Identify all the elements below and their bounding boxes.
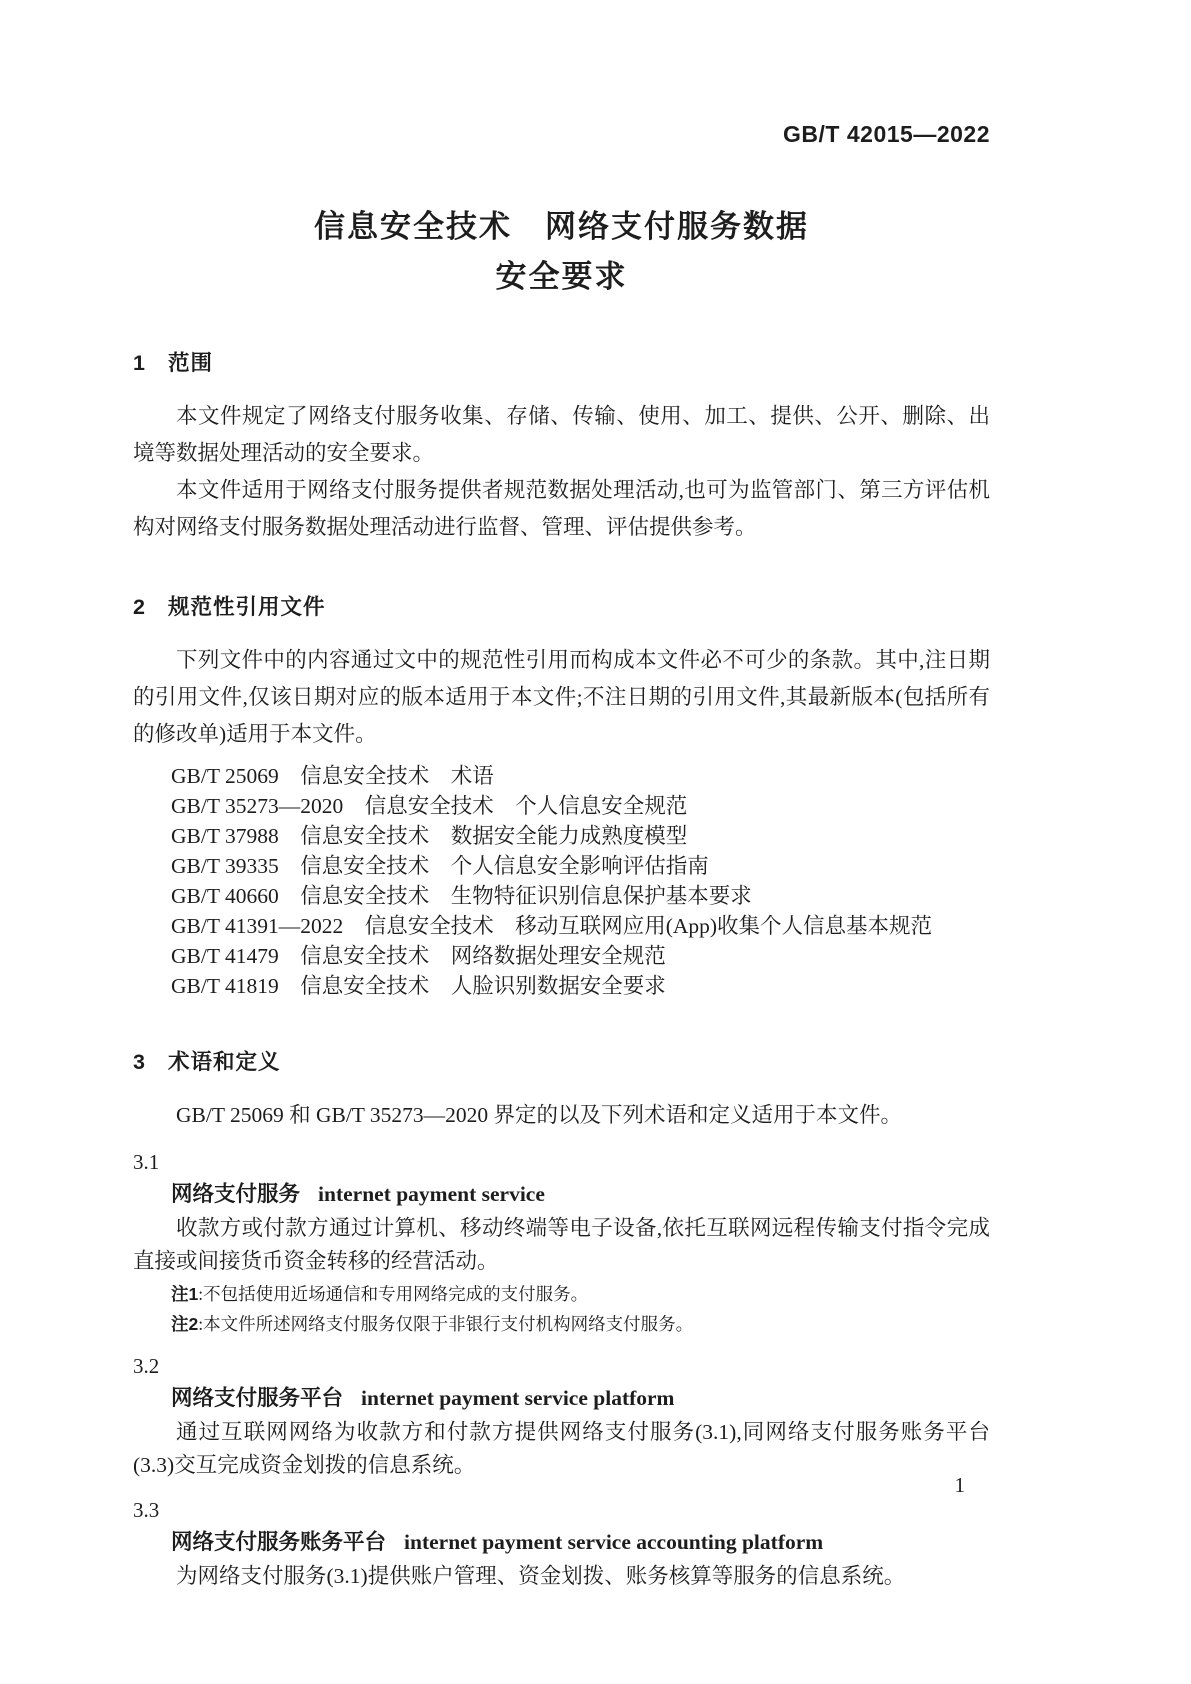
term-3-3-definition: 为网络支付服务(3.1)提供账户管理、资金划拨、账务核算等服务的信息系统。 — [176, 1564, 906, 1588]
term-3-2-title — [171, 1382, 990, 1414]
term-3-2-en: internet payment service platform — [361, 1386, 675, 1410]
term-3-1-en: internet payment service — [318, 1182, 545, 1206]
term-3-2-zh: 网络支付服务平台 — [171, 1386, 344, 1410]
reference-item-4: GB/T 39335 信息安全技术 个人信息安全影响评估指南 — [171, 854, 709, 878]
reference-item-2: GB/T 35273—2020 信息安全技术 个人信息安全规范 — [171, 794, 688, 818]
term-3-1-number: 3.1 — [133, 1150, 160, 1174]
term-3-1-title — [171, 1178, 990, 1210]
term-entry-3-3 — [133, 1494, 990, 1593]
term-entry-3-1 — [133, 1146, 990, 1338]
note-2-label: 注2 — [171, 1314, 199, 1334]
title-line-1: 信息安全技术 网络支付服务数据 — [314, 209, 809, 244]
term-3-2-definition: 通过互联网网络为收款方和付款方提供网络支付服务(3.1),同网络支付服务账务平台(3.3)交互完成资金划拨的信息系统。 — [133, 1420, 990, 1477]
section-3-label: 术语和定义 — [167, 1050, 281, 1074]
term-3-2-number: 3.2 — [133, 1354, 160, 1378]
term-3-3-number: 3.3 — [133, 1498, 160, 1522]
section-scope — [133, 348, 990, 546]
content-column — [133, 120, 990, 1593]
reference-list — [171, 761, 990, 1001]
reference-item-7: GB/T 41479 信息安全技术 网络数据处理安全规范 — [171, 944, 666, 968]
term-3-3-zh: 网络支付服务账务平台 — [171, 1530, 387, 1554]
note-1-label: 注1 — [171, 1284, 199, 1304]
term-3-3-en: internet payment service accounting platform — [404, 1530, 824, 1554]
reference-item-8: GB/T 41819 信息安全技术 人脸识别数据安全要求 — [171, 974, 666, 998]
standard-number: GB/T 42015—2022 — [783, 121, 990, 147]
term-3-1-note-2 — [171, 1311, 990, 1338]
section-1-heading — [133, 348, 990, 378]
note-2-text: :本文件所述网络支付服务仅限于非银行支付机构网络支付服务。 — [198, 1314, 694, 1334]
section-3-heading — [133, 1047, 990, 1077]
note-1-text: :不包括使用近场通信和专用网络完成的支付服务。 — [198, 1284, 589, 1304]
section-normative-references — [133, 592, 990, 1001]
section-2-label: 规范性引用文件 — [167, 595, 326, 619]
term-3-1-definition: 收款方或付款方通过计算机、移动终端等电子设备,依托互联网远程传输支付指令完成直接或间接货币资金转移的经营活动。 — [133, 1216, 990, 1273]
scope-paragraph-1: 本文件规定了网络支付服务收集、存储、传输、使用、加工、提供、公开、删除、出境等数据处理活动的安全要求。 — [133, 404, 990, 465]
reference-item-6: GB/T 41391—2022 信息安全技术 移动互联网应用(App)收集个人信息基本规范 — [171, 914, 933, 938]
page-number: 1 — [954, 1473, 965, 1497]
reference-item-5: GB/T 40660 信息安全技术 生物特征识别信息保护基本要求 — [171, 884, 752, 908]
scope-paragraph-2: 本文件适用于网络支付服务提供者规范数据处理活动,也可为监管部门、第三方评估机构对网络支付服务数据处理活动进行监督、管理、评估提供参考。 — [133, 478, 990, 539]
terms-intro-paragraph: GB/T 25069 和 GB/T 35273—2020 界定的以及下列术语和定义适用于本文件。 — [176, 1103, 903, 1127]
title-line-2: 安全要求 — [495, 259, 628, 294]
document-title — [133, 202, 990, 302]
section-terms-definitions — [133, 1047, 990, 1593]
section-1-label: 范围 — [167, 351, 213, 375]
references-intro-paragraph: 下列文件中的内容通过文中的规范性引用而构成本文件必不可少的条款。其中,注日期的引用文件,仅该日期对应的版本适用于本文件;不注日期的引用文件,其最新版本(包括所有的修改单)适用于本文件。 — [133, 648, 990, 746]
term-3-1-note-1 — [171, 1281, 990, 1308]
section-2-heading — [133, 592, 990, 622]
section-1-number: 1 — [133, 351, 146, 375]
term-3-3-title — [171, 1526, 990, 1558]
term-3-1-zh: 网络支付服务 — [171, 1182, 301, 1206]
section-3-number: 3 — [133, 1050, 146, 1074]
reference-item-3: GB/T 37988 信息安全技术 数据安全能力成熟度模型 — [171, 824, 688, 848]
section-2-number: 2 — [133, 595, 146, 619]
reference-item-1: GB/T 25069 信息安全技术 术语 — [171, 764, 494, 788]
term-entry-3-2 — [133, 1350, 990, 1482]
